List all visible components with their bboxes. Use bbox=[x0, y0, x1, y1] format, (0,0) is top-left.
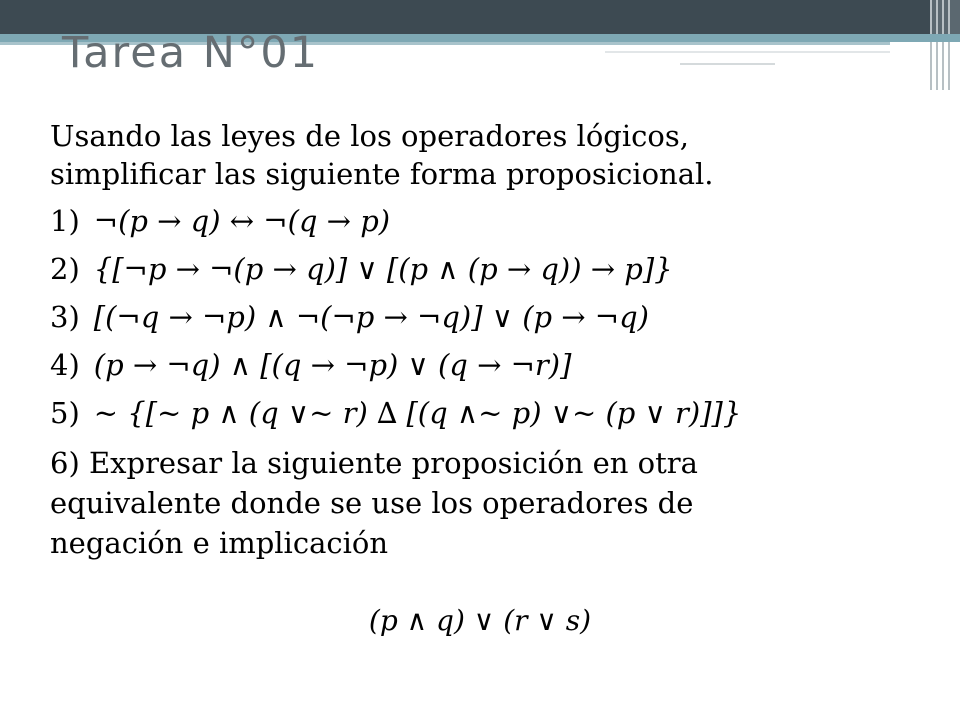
intro-line-2: simplificar las siguiente forma proposicional. bbox=[50, 157, 714, 191]
decorative-stripes bbox=[930, 0, 952, 90]
exercise-item-2 bbox=[50, 245, 930, 293]
decorative-rule bbox=[605, 51, 890, 53]
item-number: 3) bbox=[50, 300, 80, 334]
item-expression: (p → ¬q) ∧ [(q → ¬p) ∨ (q → ¬r)] bbox=[93, 348, 572, 382]
intro-line-1: Usando las leyes de los operadores lógicos, bbox=[50, 119, 689, 153]
item-expression: ~ {[~ p ∧ (q ∨~ r) ∆ [(q ∧~ p) ∨~ (p ∨ r)]]} bbox=[93, 396, 742, 430]
slide-content bbox=[50, 117, 930, 563]
item-expression: ¬(p → q) ↔ ¬(q → p) bbox=[93, 204, 391, 238]
item-6-line-2: equivalente donde se use los operadores de bbox=[50, 486, 694, 520]
item-number: 4) bbox=[50, 348, 80, 382]
item-6-line-1: 6) Expresar la siguiente proposición en otra bbox=[50, 446, 698, 480]
exercise-item-3 bbox=[50, 293, 930, 341]
item-number: 2) bbox=[50, 252, 80, 286]
slide-title: Tarea N°01 bbox=[62, 28, 320, 78]
item-expression: [(¬q → ¬p) ∧ ¬(¬p → ¬q)] ∨ (p → ¬q) bbox=[93, 300, 649, 334]
decorative-rule-short bbox=[680, 63, 775, 65]
exercise-item-4 bbox=[50, 341, 930, 389]
item-6-line-3: negación e implicación bbox=[50, 526, 389, 560]
item-number: 5) bbox=[50, 396, 80, 430]
exercise-item-5 bbox=[50, 389, 930, 437]
item-expression: {[¬p → ¬(p → q)] ∨ [(p ∧ (p → q)) → p]} bbox=[93, 252, 673, 286]
formula: (p ∧ q) ∨ (r ∨ s) bbox=[368, 604, 592, 637]
item-number: 1) bbox=[50, 204, 80, 238]
exercise-item-1 bbox=[50, 197, 930, 245]
